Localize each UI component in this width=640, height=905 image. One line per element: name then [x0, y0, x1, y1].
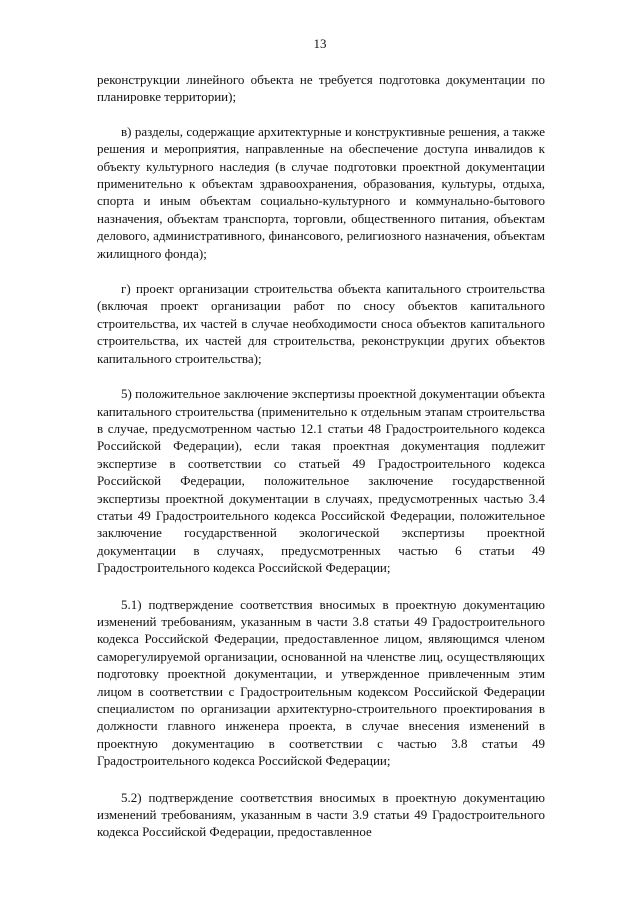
document-body [97, 71, 545, 841]
page-number: 13 [313, 36, 327, 51]
paragraph-item-5-1: 5.1) подтверждение соответствия вносимых в проектную документацию изменений требованиям, указанным в части 3.8 статьи 49 Градостроительного кодекса Российской Федерации, предоставленное лицом, являющимся членом саморегулируемой организации, основанной на членстве лиц, осуществляющих подготовку проектной документации, и утвержденное привлеченным этим лицом в соответствии с Градостроительным кодексом Российской Федерации специалистом по организации архитектурно-строительного проектирования в должности главного инженера проекта, в случае внесения изменений в проектную документацию в соответствии с частью 3.8 статьи 49 Градостроительного кодекса Российской Федерации; [97, 596, 545, 769]
paragraph-item-5-2: 5.2) подтверждение соответствия вносимых в проектную документацию изменений требованиям, указанным в части 3.9 статьи 49 Градостроительного кодекса Российской Федерации, предоставленное [97, 789, 545, 840]
paragraph-continuation: реконструкции линейного объекта не требуется подготовка документации по планировке территории); [97, 72, 545, 105]
paragraph-item-g: г) проект организации строительства объекта капитального строительства (включая проект организации работ по сносу объектов капитального строительства, их частей в случае необходимости сноса объектов капитального строительства, их частей для строительства, реконструкции других объектов капитального строительства); [97, 281, 545, 366]
paragraph-item-v: в) разделы, содержащие архитектурные и конструктивные решения, а также решения и мероприятия, направленные на обеспечение доступа инвалидов к объекту культурного наследия (в случае подготовки проектной документации применительно к объектам здравоохранения, образования, культуры, отдыха, спорта и иным объектам социально-культурного и коммунально-бытового назначения, объектам транспорта, торговли, общественного питания, объектам делового, административного, финансового, религиозного назначения, объектам жилищного фонда); [97, 123, 545, 261]
paragraph-item-5: 5) положительное заключение экспертизы проектной документации объекта капитального строительства (применительно к отдельным этапам строительства в случае, предусмотренном частью 12.1 статьи 48 Градостроительного кодекса Российской Федерации), если такая проектная документация подлежит экспертизе в соответствии со статьей 49 Градостроительного кодекса Российской Федерации, положительное заключение государственной экспертизы проектной документации в случаях, предусмотренных частью 3.4 статьи 49 Градостроительного кодекса Российской Федерации, положительное заключение государственной экологической экспертизы проектной документации в случаях, предусмотренных частью 6 статьи 49 Градостроительного кодекса Российской Федерации; [97, 386, 545, 576]
